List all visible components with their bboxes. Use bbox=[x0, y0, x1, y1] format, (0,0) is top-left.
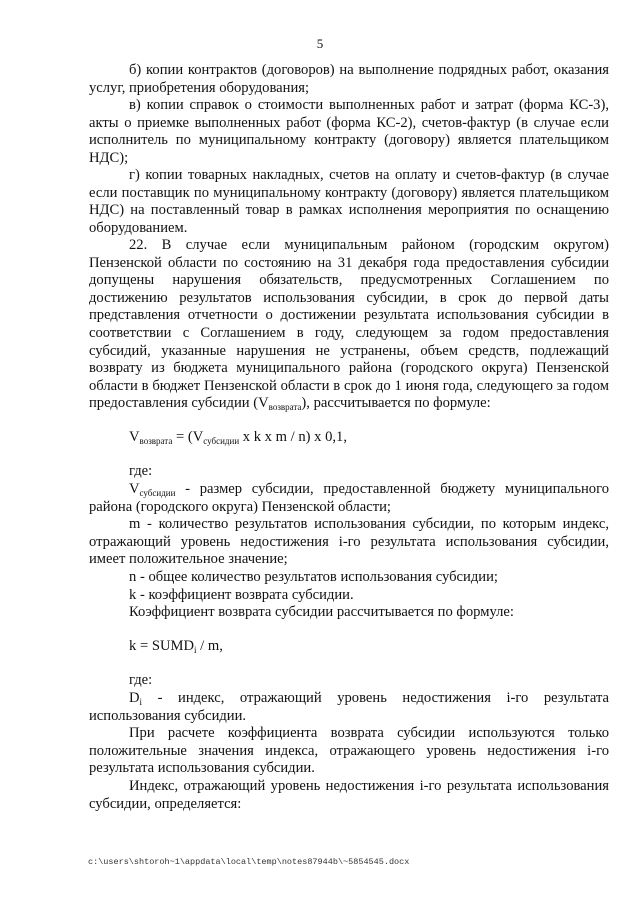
formula-subsidy-sub: субсидии bbox=[203, 436, 240, 446]
def-d-sub: i bbox=[139, 697, 143, 707]
formula-k bbox=[89, 638, 640, 656]
formula-v-return bbox=[89, 429, 640, 447]
v-return-subscript: возврата bbox=[268, 402, 302, 413]
page-number: 5 bbox=[316, 36, 324, 51]
def-d-symbol: D bbox=[129, 690, 140, 706]
paragraph-g: г) копии товарных накладных, счетов на оплату и счетов-фактур (в случае если поставщик по муниципальному контракту (договору) является плательщиком НДС) на поставленный товар в рамках исполнения мероприятия по оснащению оборудованием. bbox=[89, 167, 609, 236]
definition-d bbox=[89, 690, 609, 725]
formula-eq: = (V bbox=[172, 429, 204, 445]
def-v-text: - размер субсидии, предоставленной бюджету муниципального района (городского округа) Пензенской области; bbox=[89, 481, 609, 515]
paragraph-calc-note: При расчете коэффициента возврата субсидии используются только положительные значения индекса, отражающего уровень недостижения i-го результата использования субсидии. bbox=[89, 725, 609, 777]
formula-rest: x k x m / n) x 0,1, bbox=[239, 429, 347, 445]
k-formula-intro: Коэффициент возврата субсидии рассчитывается по формуле: bbox=[129, 604, 514, 620]
definition-n: n - общее количество результатов использования субсидии; bbox=[129, 569, 498, 585]
paragraph-v: в) копии справок о стоимости выполненных работ и затрат (форма КС-3), акты о приемке выполненных работ (форма КС-2), счетов-фактур (в случае если исполнитель по муниципальному контракту (договору) является плательщиком НДС); bbox=[89, 97, 609, 166]
definition-k: k - коэффициент возврата субсидии. bbox=[129, 587, 354, 603]
def-v-symbol: V bbox=[129, 481, 140, 497]
formula-v-sub: возврата bbox=[139, 436, 173, 446]
where-label-2: где: bbox=[129, 672, 153, 688]
definition-m: m - количество результатов использования субсидии, по которым индекс, отражающий уровень недостижения i-го результата использования субсидии, имеет положительное значение; bbox=[89, 516, 609, 568]
paragraph-index-intro: Индекс, отражающий уровень недостижения i-го результата использования субсидии, определяется: bbox=[89, 778, 609, 812]
paragraph-22-tail: ), рассчитывается по формуле: bbox=[301, 395, 491, 412]
paragraph-b: б) копии контрактов (договоров) на выполнение подрядных работ, оказания услуг, приобретения оборудования; bbox=[89, 62, 609, 96]
paragraph-22 bbox=[89, 237, 609, 413]
paragraph-22-text: 22. В случае если муниципальным районом (городским округом) Пензенской области по состоянию на 31 декабря года предоставления субсидии допущены нарушения обязательств, предусмотренных Соглашением по достижению результатов использования субсидии, в срок до первой даты представления отчетности о достижении результата использования субсидии в соответствии с Соглашением в году, следующем за годом предоставления субсидий, указанные нарушения не устранены, объем средств, подлежащий возврату из бюджета муниципального района (городского округа) Пензенской области в бюджет Пензенской области в срок до 1 июня года, следующего за годом предоставления субсидии (V bbox=[89, 237, 609, 412]
formula-k-sub: i bbox=[194, 645, 197, 655]
formula-k-main: k = SUMD bbox=[129, 638, 194, 654]
formula-k-tail: / m, bbox=[196, 638, 223, 654]
definition-v-subsidy bbox=[89, 481, 609, 516]
where-label-1: где: bbox=[129, 463, 153, 479]
footer-file-path: c:\users\shtoroh~1\appdata\local\temp\notes87944b\~5854545.docx bbox=[88, 857, 410, 867]
def-d-text: - индекс, отражающий уровень недостижения i-го результата использования субсидии. bbox=[89, 690, 609, 724]
formula-v: V bbox=[129, 429, 140, 445]
def-v-sub: субсидии bbox=[139, 488, 176, 498]
